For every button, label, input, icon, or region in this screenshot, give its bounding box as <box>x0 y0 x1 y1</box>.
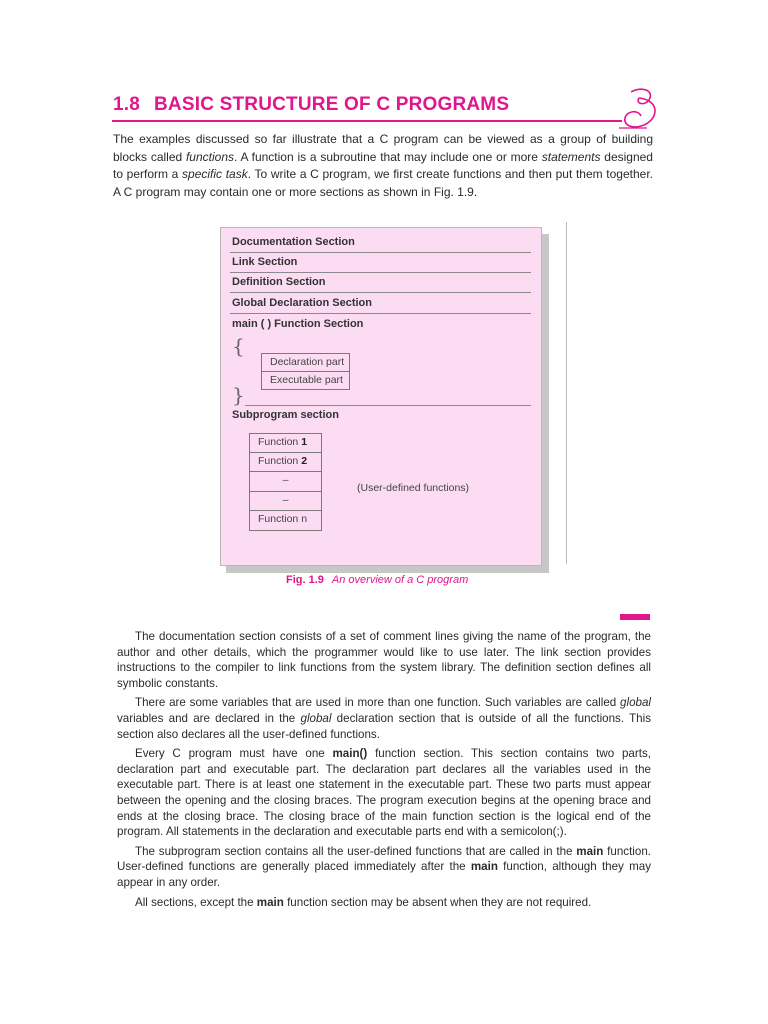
body-emphasis: global <box>300 711 332 725</box>
decorative-swirl-icon <box>617 84 661 134</box>
margin-marker <box>620 614 650 620</box>
intro-text: . A function is a subroutine that may include one or more <box>234 149 542 164</box>
section-divider <box>245 405 531 406</box>
paragraph-global <box>117 695 651 742</box>
global-declaration-section-label: Global Declaration Section <box>232 297 372 309</box>
paragraph-subprogram <box>117 844 651 891</box>
intro-emphasis: functions <box>185 149 234 164</box>
function-n-box: Function n <box>249 510 322 531</box>
body-bold: main <box>470 860 498 874</box>
open-brace: { <box>232 334 245 358</box>
body-span: Every C program must have one <box>135 747 333 761</box>
section-divider <box>230 252 531 253</box>
body-bold: main() <box>332 747 368 761</box>
figure-caption <box>286 574 468 586</box>
section-divider <box>230 313 531 314</box>
body-span: function section. This section contains two parts, declaration part and executable part. The declaration part declares all the variables used in the executable part. There is at least one statement in the executable part. These two parts must appear between the opening and the closing braces. The program execution begins at the opening brace and ends at the closing brace. The closing brace of the main function section is the logical end of the program. All statements in the declaration and executable parts end with a semicolon(;). <box>117 747 651 839</box>
body-text <box>117 629 651 914</box>
body-span: function section may be absent when they are not required. <box>283 895 592 909</box>
body-bold: main <box>576 844 604 858</box>
definition-section-label: Definition Section <box>232 276 326 288</box>
function-label: Function <box>258 436 302 448</box>
link-section-label: Link Section <box>232 256 298 268</box>
function-1-box <box>249 433 322 453</box>
documentation-section-label: Documentation Section <box>232 236 355 248</box>
close-brace: } <box>232 383 245 407</box>
function-number: 1 <box>301 436 308 448</box>
intro-emphasis: statements <box>541 149 601 164</box>
body-span: There are some variables that are used in more than one function. Such variables are called <box>135 696 621 710</box>
function-dash-box: – <box>249 471 322 492</box>
section-number: 1.8 <box>113 94 141 115</box>
section-divider <box>230 272 531 273</box>
figure-caption-text: An overview of a C program <box>331 574 469 586</box>
paragraph-documentation: The documentation section consists of a set of comment lines giving the name of the program, the author and other details, which the programmer would like to use later. The link section provides instructions to the compiler to link functions from the system library. The definition section defines all symbolic constants. <box>117 630 651 690</box>
function-2-box <box>249 452 322 472</box>
function-number: 2 <box>301 455 308 467</box>
intro-text: . To write a C program, we first create functions and then put them together. A C program may contain one or more sections as shown in Fig. 1.9. <box>113 167 654 199</box>
body-span: The subprogram section contains all the user-defined functions that are called in the <box>135 844 577 858</box>
main-function-section-label: main ( ) Function Section <box>232 318 364 330</box>
body-bold: main <box>256 895 284 909</box>
intro-paragraph <box>113 131 653 201</box>
body-span: function, although they may appear in any order. <box>117 860 651 889</box>
figure-caption-label: Fig. 1.9 <box>286 574 324 586</box>
body-emphasis: global <box>620 696 651 710</box>
executable-part-box: Executable part <box>261 371 350 390</box>
paragraph-main <box>117 746 651 840</box>
body-span: variables and are declared in the <box>117 711 301 725</box>
section-divider <box>230 292 531 293</box>
body-span: function. User-defined functions are generally placed immediately after the <box>117 844 651 874</box>
intro-text: The examples discussed so far illustrate that a C program can be viewed as a group of building blocks called <box>113 132 653 164</box>
figure-side-rule <box>566 222 567 564</box>
intro-text: designed to perform a <box>113 149 653 181</box>
body-span: declaration section that is outside of all the functions. This section also declares all the user-defined functions. <box>117 711 651 741</box>
intro-emphasis: specific task <box>182 167 248 181</box>
function-label: Function <box>258 455 302 467</box>
subprogram-section-label: Subprogram section <box>232 409 339 421</box>
declaration-part-box: Declaration part <box>261 353 350 372</box>
heading-underline <box>112 120 622 122</box>
section-title: BASIC STRUCTURE OF C PROGRAMS <box>154 94 510 115</box>
section-heading <box>113 94 509 116</box>
body-span: All sections, except the <box>135 895 257 909</box>
user-defined-note: (User-defined functions) <box>357 482 470 494</box>
paragraph-sections <box>117 895 651 911</box>
function-dash-box: – <box>249 491 322 511</box>
